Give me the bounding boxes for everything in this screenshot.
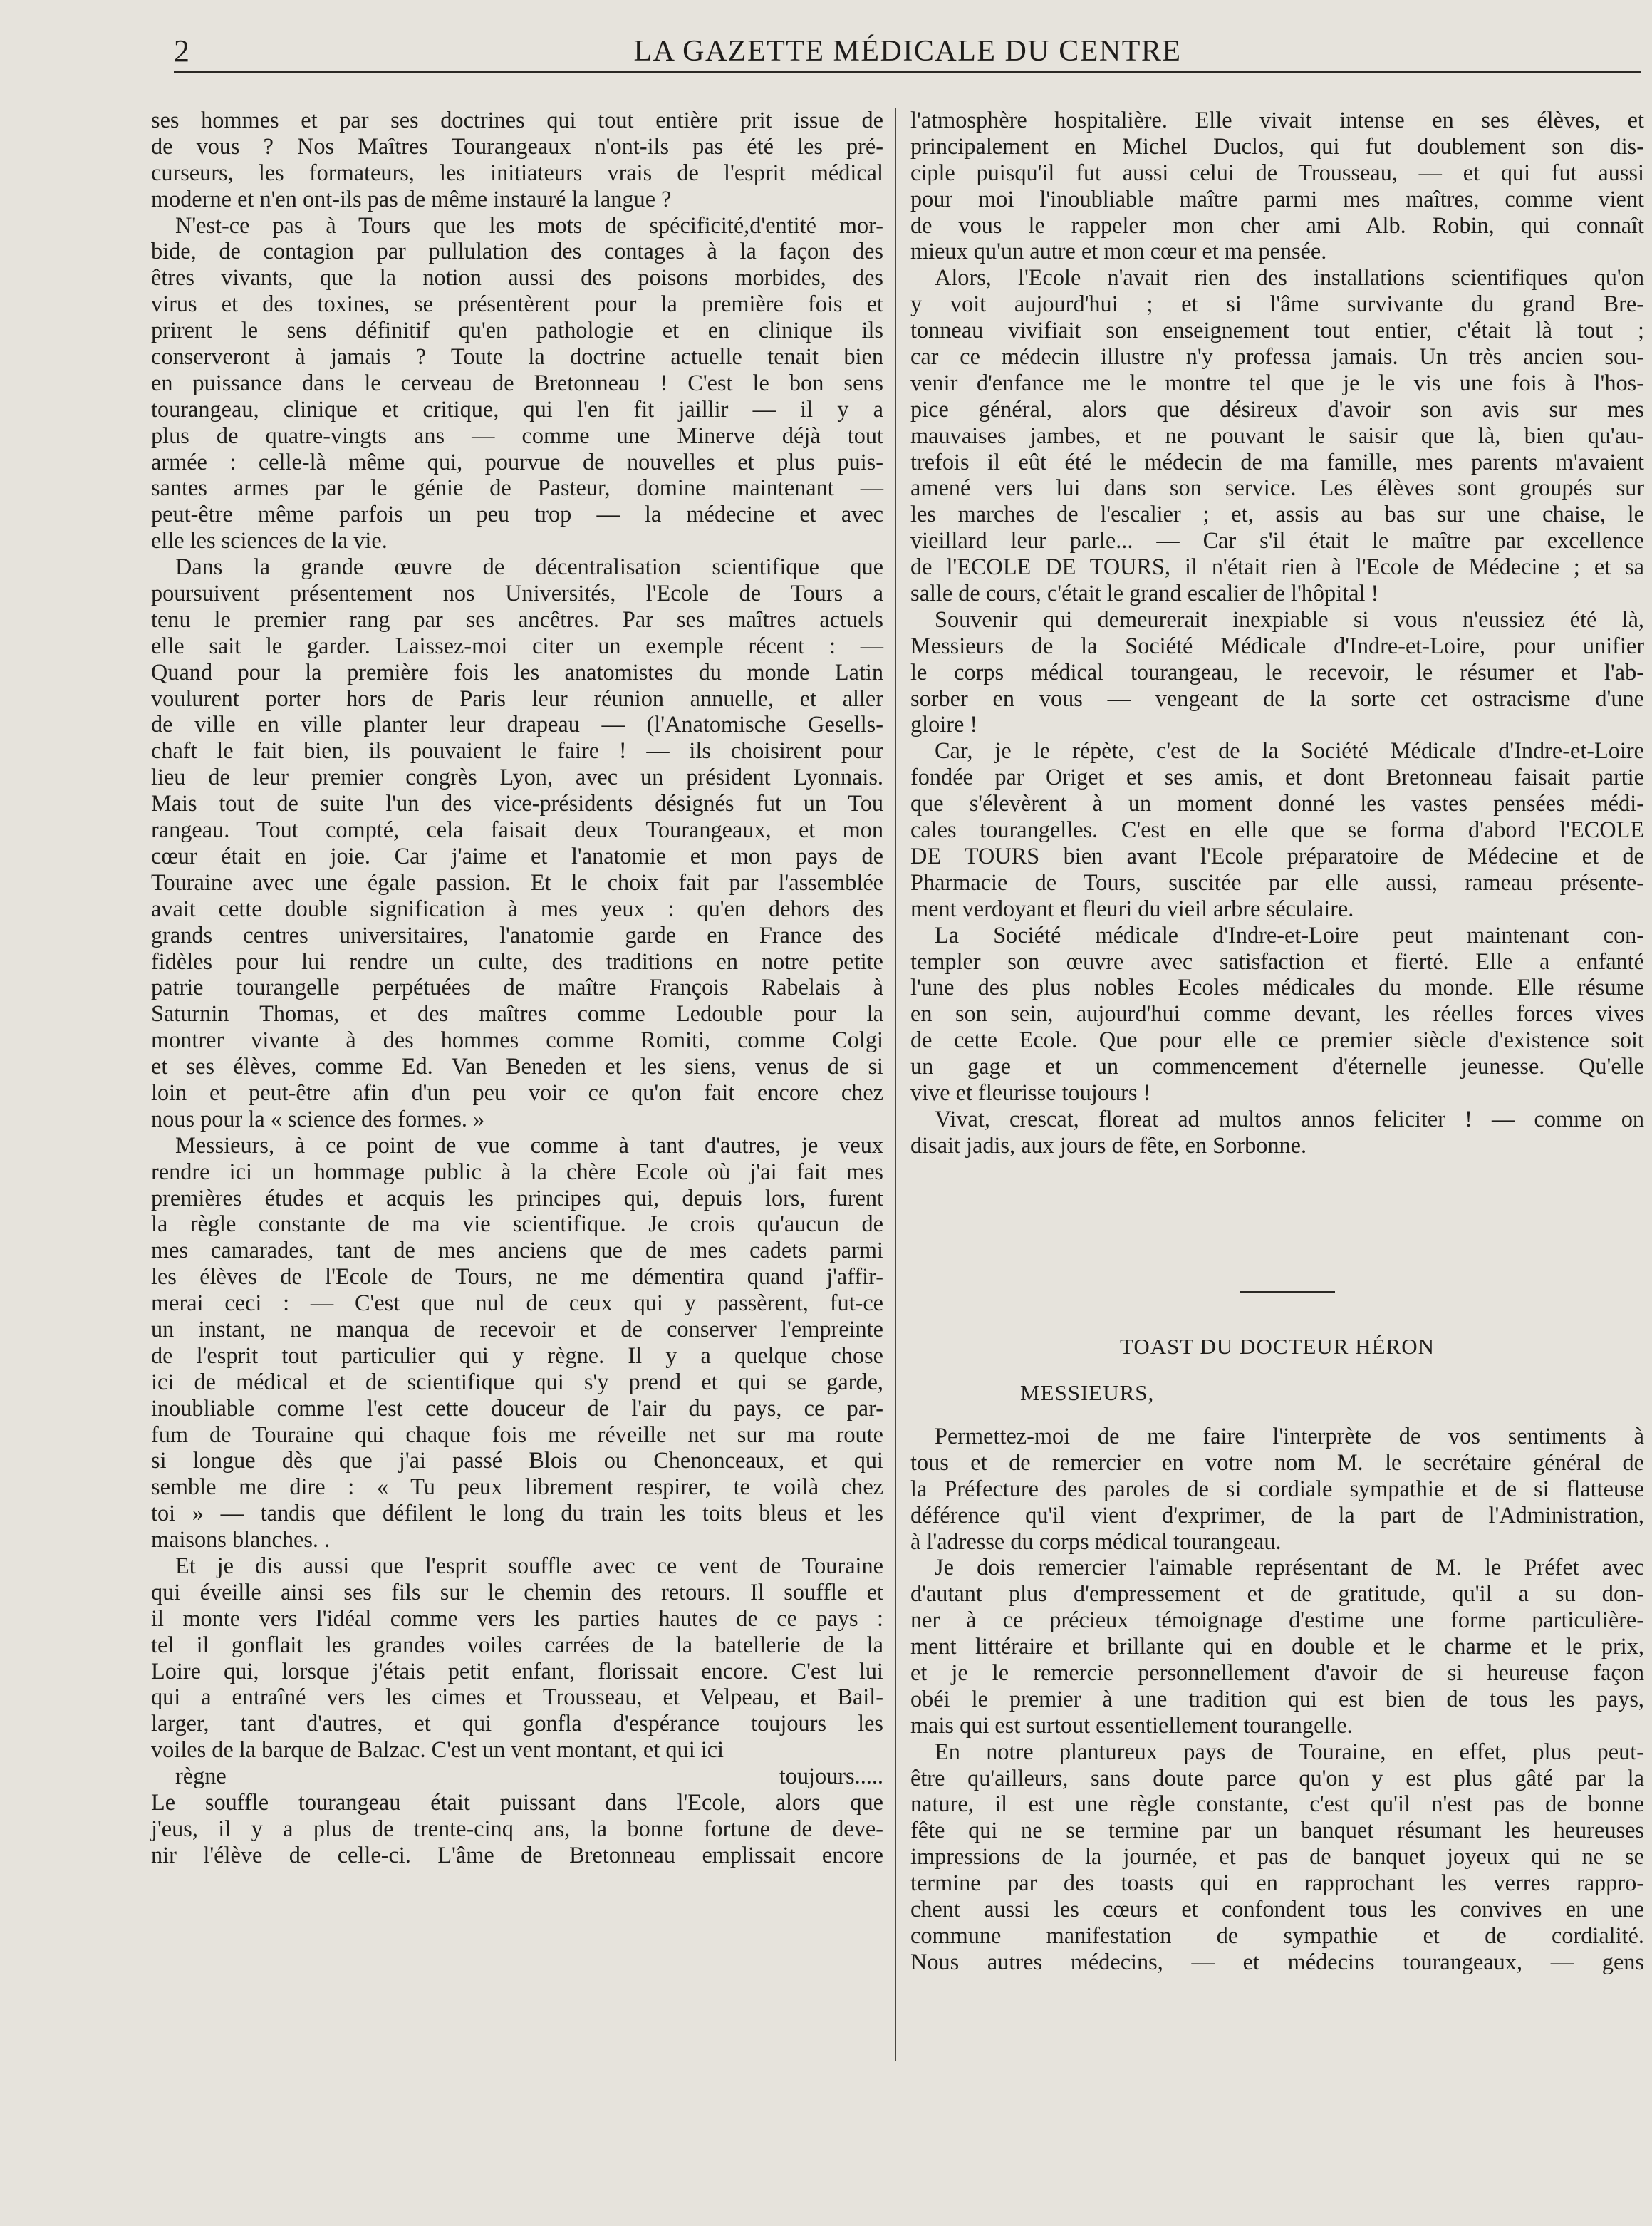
text-line: inoubliable comme l'est cette douceur de l'air du pays, ce par-: [151, 1394, 883, 1421]
text-line: tenu le premier rang par ses ancêtres. Par ses maîtres actuels: [151, 606, 883, 632]
text-line: pice général, alors que désireux d'avoir son avis sur mes: [910, 395, 1644, 422]
text-line: vieillard leur parle... — Car s'il était le maître par excellence: [910, 527, 1644, 554]
text-line: la Préfecture des paroles de si cordiale sympathie et de si flatteuse: [910, 1475, 1644, 1501]
section-separator: [1240, 1291, 1335, 1293]
text-line: et ses élèves, comme Ed. Van Beneden et les siens, venus de si: [151, 1053, 883, 1080]
text-line: fidèles pour lui rendre un culte, des traditions en notre petite: [151, 948, 883, 974]
text-line: ses hommes et par ses doctrines qui tout entière prit issue de: [151, 107, 883, 133]
text-line: prirent le sens définitif qu'en pathologie et en clinique ils: [151, 317, 883, 343]
text-line: il monte vers l'idéal comme vers les parties hautes de ce pays :: [151, 1605, 883, 1631]
text-line: commune manifestation de sympathie et de cordialité.: [910, 1922, 1644, 1948]
text-line: rangeau. Tout compté, cela faisait deux Tourangeaux, et mon: [151, 817, 883, 843]
text-line: mauvaises jambes, et ne pouvant le saisir que là, bien qu'au-: [910, 422, 1644, 448]
text-line: poursuivent présentement nos Universités, l'Ecole de Tours a: [151, 580, 883, 606]
text-line: avait cette double signification à mes yeux : qu'en dehors des: [151, 895, 883, 921]
text-line: tourangeau, clinique et critique, qui l'en fit jaillir — il y a: [151, 395, 883, 422]
text-line: toi » — tandis que défilent le long du train les toits bleus et les: [151, 1500, 883, 1526]
text-line: Permettez-moi de me faire l'interprète de vos sentiments à: [935, 1423, 1644, 1449]
text-line: le corps médical tourangeau, le recevoir, le résumer et l'ab-: [910, 658, 1644, 685]
text-line: l'atmosphère hospitalière. Elle vivait intense en ses élèves, et: [910, 107, 1644, 133]
text-line: tous et de remercier en votre nom M. le secrétaire général de: [910, 1449, 1644, 1475]
text-line: de ville en ville planter leur drapeau — (l'Anatomische Gesells-: [151, 711, 883, 737]
text-line: premières études et acquis les principes qui, depuis lors, furent: [151, 1184, 883, 1211]
text-line: chaft le fait bien, ils pouvaient le faire ! — ils choisirent pour: [151, 737, 883, 764]
right-text-column: [910, 107, 1644, 1159]
text-line: loin et peut-être afin d'un peu voir ce qu'on fait encore chez: [151, 1079, 883, 1105]
text-line: Et je dis aussi que l'esprit souffle avec ce vent de Touraine: [175, 1552, 883, 1578]
text-line: de l'ECOLE DE TOURS, il n'était rien à l'Ecole de Médecine ; et sa: [910, 554, 1644, 580]
text-line: principalement en Michel Duclos, qui fut doublement son dis-: [910, 133, 1644, 159]
text-line: maisons blanches. .: [151, 1526, 331, 1553]
text-line: la règle constante de ma vie scientifique. Je crois qu'aucun de: [151, 1211, 883, 1237]
text-line: qui éveille ainsi ses fils sur le chemin des retours. Il souffle et: [151, 1578, 883, 1605]
text-line: mieux qu'un autre et mon cœur et ma pensée.: [910, 238, 1327, 264]
text-line: tonneau vivifiait son enseignement tout entier, c'était là tout ;: [910, 317, 1644, 343]
text-line: en son sein, aujourd'hui comme devant, les réelles forces vives: [910, 1000, 1644, 1027]
text-line: Car, je le répète, c'est de la Société Médicale d'Indre-et-Loire: [935, 737, 1644, 764]
text-line: merai ceci : — C'est que nul de ceux qui y passèrent, fut-ce: [151, 1290, 883, 1316]
text-line: tel il gonflait les grandes voiles carrées de la batellerie de la: [151, 1631, 883, 1657]
text-line: Je dois remercier l'aimable représentant de M. le Préfet avec: [935, 1554, 1644, 1580]
text-line: N'est-ce pas à Tours que les mots de spécificité,d'entité mor-: [175, 212, 883, 238]
text-line: virus et des toxines, se présentèrent pour la première fois et: [151, 291, 883, 317]
text-line: fondée par Origet et ses amis, et dont Bretonneau faisait partie: [910, 764, 1644, 790]
text-line: ment verdoyant et fleuri du vieil arbre séculaire.: [910, 895, 1354, 921]
text-line: rendre ici un hommage public à la chère Ecole où j'ai fait mes: [151, 1158, 883, 1184]
text-line: qui a entraîné vers les cimes et Trousseau, et Velpeau, et Bail-: [151, 1684, 883, 1710]
text-line: cœur était en joie. Car j'aime et l'anatomie et mon pays de: [151, 842, 883, 869]
toast-text-column: [910, 1423, 1644, 1975]
text-line: car ce médecin illustre n'y professa jamais. Un très ancien sou-: [910, 343, 1644, 370]
text-line: voulurent porter hors de Paris leur réunion annuelle, et aller: [151, 685, 883, 711]
text-line: termine par des toasts qui en rapprochant les verres rappro-: [910, 1870, 1644, 1896]
text-line: Souvenir qui demeurerait inexpiable si vous n'eussiez été là,: [935, 606, 1644, 632]
text-line: déférence qu'il vient d'exprimer, de la part de l'Administration,: [910, 1501, 1644, 1528]
text-line: êtres vivants, que la notion aussi des poisons morbides, des: [151, 264, 883, 291]
text-line: règne toujours.....: [175, 1763, 883, 1789]
text-line: grands centres universitaires, l'anatomie garde en France des: [151, 921, 883, 948]
toast-title: TOAST DU DOCTEUR HÉRON: [1120, 1334, 1435, 1359]
text-line: que s'élevèrent à un moment donné les vastes pensées médi-: [910, 790, 1644, 817]
text-line: lieu de leur premier congrès Lyon, avec un président Lyonnais.: [151, 764, 883, 790]
text-line: patrie tourangelle perpétuées de maître François Rabelais à: [151, 974, 883, 1000]
text-line: vive et fleurisse toujours !: [910, 1079, 1151, 1105]
text-line: en puissance dans le cerveau de Bretonneau ! C'est le bon sens: [151, 369, 883, 395]
page-header: [174, 31, 1641, 73]
text-line: armée : celle-là même qui, pourvue de nouvelles et plus puis-: [151, 448, 883, 475]
text-line: curseurs, les formateurs, les initiateurs vrais de l'esprit médical: [151, 159, 883, 185]
text-line: larger, tant d'autres, et qui gonfla d'espérance toujours les: [151, 1710, 883, 1736]
page-number: 2: [174, 33, 189, 68]
text-line: salle de cours, c'était le grand escalier de l'hôpital !: [910, 580, 1379, 606]
text-line: de cette Ecole. Que pour elle ce premier siècle d'existence soit: [910, 1027, 1644, 1053]
text-line: ici de médical et de scientifique qui s'y prend et qui se garde,: [151, 1368, 883, 1394]
text-line: plus de quatre-vingts ans — comme une Minerve déjà tout: [151, 422, 883, 448]
text-line: obéi le premier à une tradition qui est bien de tous les pays,: [910, 1685, 1644, 1712]
text-line: j'eus, il y a plus de trente-cinq ans, la bonne fortune de deve-: [151, 1815, 883, 1841]
running-title: LA GAZETTE MÉDICALE DU CENTRE: [633, 35, 1182, 68]
text-line: ner à ce précieux témoignage d'estime une forme particulière-: [910, 1607, 1644, 1633]
text-line: mais qui est surtout essentiellement tourangelle.: [910, 1712, 1353, 1738]
text-line: l'une des plus nobles Ecoles médicales du monde. Elle résume: [910, 974, 1644, 1000]
text-line: être qu'ailleurs, sans doute parce qu'on y est plus gâté par la: [910, 1764, 1644, 1791]
left-text-column: [151, 107, 883, 1868]
text-line: ment littéraire et brillante qui en double et le charme et le prix,: [910, 1633, 1644, 1660]
text-line: Dans la grande œuvre de décentralisation scientifique que: [175, 554, 883, 580]
text-line: de l'esprit tout particulier qui y règne. Il y a quelque chose: [151, 1342, 883, 1368]
text-line: Messieurs, à ce point de vue comme à tant d'autres, je veux: [175, 1132, 883, 1158]
text-line: Messieurs de la Société Médicale d'Indre-et-Loire, pour unifier: [910, 632, 1644, 658]
text-line: de vous ? Nos Maîtres Tourangeaux n'ont-ils pas été les pré-: [151, 133, 883, 159]
text-line: ciple puisqu'il fut aussi celui de Trousseau, — et qui fut aussi: [910, 159, 1644, 185]
text-line: La Société médicale d'Indre-et-Loire peut maintenant con-: [935, 921, 1644, 948]
text-line: bide, de contagion par pullulation des contages à la façon des: [151, 238, 883, 264]
text-line: Le souffle tourangeau était puissant dans l'Ecole, alors que: [151, 1789, 883, 1815]
text-line: sorber en vous — vengeant de la sorte cet ostracisme d'une: [910, 685, 1644, 711]
text-line: Alors, l'Ecole n'avait rien des installations scientifiques qu'on: [935, 264, 1644, 291]
text-line: peut-être même parfois un peu trop — la médecine et avec: [151, 501, 883, 527]
text-line: cales tourangelles. C'est en elle que se forma d'abord l'ECOLE: [910, 817, 1644, 843]
text-line: pour moi l'inoubliable maître parmi mes maîtres, comme vient: [910, 185, 1644, 212]
text-line: si longue dès que j'ai passé Blois ou Chenonceaux, et qui: [151, 1447, 883, 1474]
text-line: moderne et n'en ont-ils pas de même instauré la langue ?: [151, 185, 672, 212]
text-line: nature, il est une règle constante, c'est qu'il n'est pas de bonne: [910, 1791, 1644, 1817]
text-line: DE TOURS bien avant l'Ecole préparatoire de Médecine et de: [910, 842, 1644, 869]
text-line: d'autant plus d'empressement et de gratitude, qu'il a su don-: [910, 1580, 1644, 1607]
text-line: santes armes par le génie de Pasteur, domine maintenant —: [151, 475, 883, 501]
text-line: Mais tout de suite l'un des vice-présidents désignés fut un Tou: [151, 790, 883, 817]
toast-salutation: MESSIEURS,: [1020, 1380, 1155, 1405]
text-line: un gage et un commencement d'éternelle jeunesse. Qu'elle: [910, 1053, 1644, 1080]
text-line: chent aussi les cœurs et confondent tous les convives en une: [910, 1896, 1644, 1922]
text-line: elle les sciences de la vie.: [151, 527, 388, 554]
text-line: nir l'élève de celle-ci. L'âme de Bretonneau emplissait encore: [151, 1841, 883, 1868]
text-line: Pharmacie de Tours, suscitée par elle aussi, rameau présente-: [910, 869, 1644, 895]
text-line: voiles de la barque de Balzac. C'est un vent montant, et qui ici: [151, 1736, 724, 1763]
text-line: les élèves de l'Ecole de Tours, ne me démentira quand j'affir-: [151, 1263, 883, 1290]
text-line: templer son œuvre avec satisfaction et fierté. Elle a enfanté: [910, 948, 1644, 974]
text-line: elle sait le garder. Laissez-moi citer un exemple récent : —: [151, 632, 883, 658]
text-line: y voit aujourd'hui ; et si l'âme survivante du grand Bre-: [910, 291, 1644, 317]
text-line: nous pour la « science des formes. »: [151, 1105, 485, 1132]
text-line: impressions de la journée, et pas de banquet joyeux qui ne se: [910, 1843, 1644, 1870]
text-line: venir d'enfance me le montre tel que je le vis une fois à l'hos-: [910, 369, 1644, 395]
text-line: amené vers lui dans son service. Les élèves sont groupés sur: [910, 475, 1644, 501]
text-line: disait jadis, aux jours de fête, en Sorbonne.: [910, 1132, 1307, 1158]
text-line: montrer vivante à des hommes comme Romiti, comme Colgi: [151, 1027, 883, 1053]
text-line: à l'adresse du corps médical tourangeau.: [910, 1528, 1282, 1554]
text-line: Loire qui, lorsque j'étais petit enfant, florissait encore. C'est lui: [151, 1657, 883, 1684]
text-line: Nous autres médecins, — et médecins tourangeaux, — gens: [910, 1948, 1644, 1974]
text-line: semble me dire : « Tu peux librement respirer, te voilà chez: [151, 1474, 883, 1500]
text-line: trefois il eût été le médecin de ma famille, mes parents m'avaient: [910, 448, 1644, 475]
text-line: fum de Touraine qui chaque fois me réveille net sur ma route: [151, 1421, 883, 1447]
text-line: les marches de l'escalier ; et, assis au bas sur une chaise, le: [910, 501, 1644, 527]
text-line: de vous le rappeler mon cher ami Alb. Robin, qui connaît: [910, 212, 1644, 238]
column-divider: [895, 108, 896, 2061]
text-line: gloire !: [910, 711, 978, 737]
text-line: fête qui ne se termine par un banquet résumant les heureuses: [910, 1817, 1644, 1843]
text-line: conserveront à jamais ? Toute la doctrine actuelle tenait bien: [151, 343, 883, 370]
text-line: Quand pour la première fois les anatomistes du monde Latin: [151, 658, 883, 685]
text-line: Touraine avec une égale passion. Et le choix fait par l'assemblée: [151, 869, 883, 895]
text-line: Saturnin Thomas, et des maîtres comme Ledouble pour la: [151, 1000, 883, 1027]
text-line: mes camarades, tant de mes anciens que de mes cadets parmi: [151, 1237, 883, 1263]
text-line: et je le remercie personnellement d'avoir de si heureuse façon: [910, 1660, 1644, 1686]
text-line: un instant, ne manqua de recevoir et de conserver l'empreinte: [151, 1315, 883, 1342]
text-line: En notre plantureux pays de Touraine, en effet, plus peut-: [935, 1738, 1644, 1764]
text-line: Vivat, crescat, floreat ad multos annos feliciter ! — comme on: [935, 1105, 1644, 1132]
